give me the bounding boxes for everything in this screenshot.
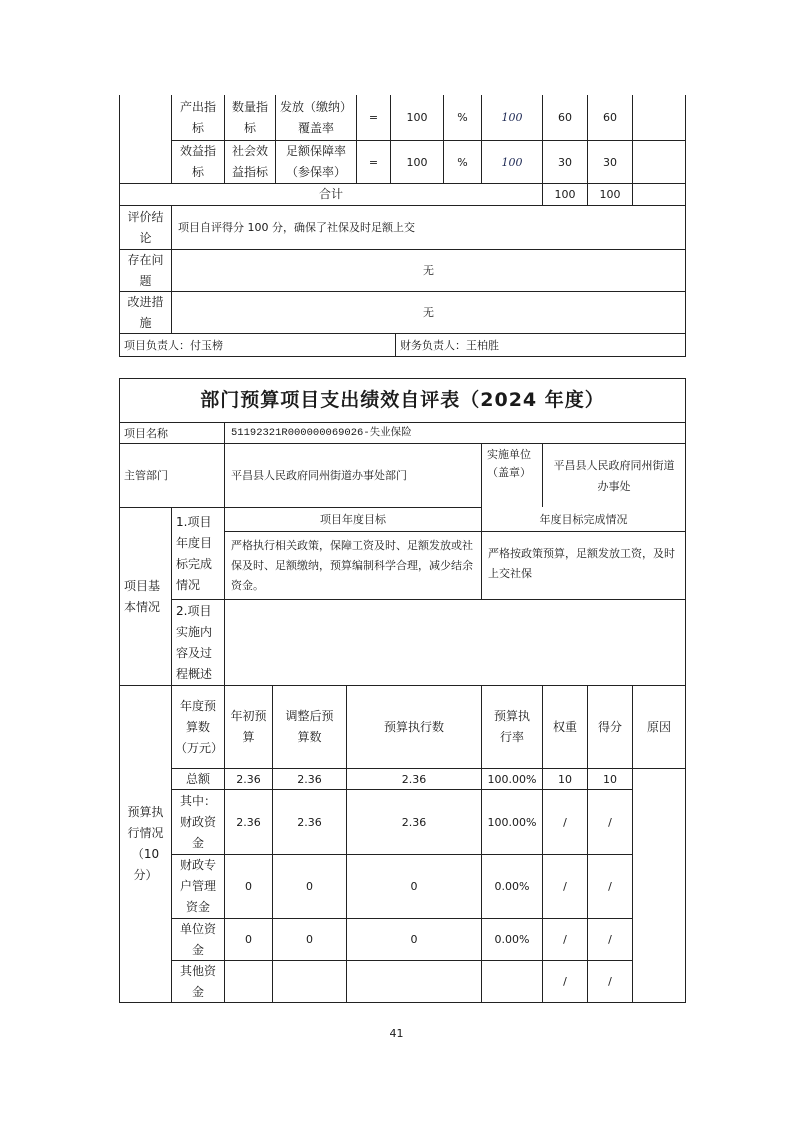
budget-weight: / bbox=[542, 960, 588, 1003]
total-score: 100 bbox=[587, 183, 633, 206]
impl-unit-label: 实施单位（盖章） bbox=[481, 443, 543, 508]
basic-info-label: 项目基本情况 bbox=[119, 507, 172, 686]
budget-header: 预算执行率 bbox=[481, 685, 543, 769]
indicator-score: 60 bbox=[587, 95, 633, 141]
impl-label: 2.项目实施内容及过程概述 bbox=[171, 599, 225, 686]
budget-score: / bbox=[587, 789, 633, 855]
budget-adjusted: 0 bbox=[272, 918, 347, 961]
budget-row-label: 总额 bbox=[171, 768, 225, 790]
budget-initial: 2.36 bbox=[224, 768, 273, 790]
budget-rate: 100.00% bbox=[481, 789, 543, 855]
budget-adjusted: 0 bbox=[272, 854, 347, 919]
improvements-value: 无 bbox=[171, 291, 686, 334]
budget-reason bbox=[632, 768, 686, 1003]
total-reason bbox=[632, 183, 686, 206]
goal-label: 1.项目年度目标完成情况 bbox=[171, 507, 225, 600]
budget-label: 预算执行情况（10分） bbox=[119, 685, 172, 1003]
finance-lead: 财务负责人：王柏胜 bbox=[395, 333, 686, 357]
indicator-score: 30 bbox=[587, 140, 633, 184]
project-lead: 项目负责人：付玉榜 bbox=[119, 333, 396, 357]
completion-header: 年度目标完成情况 bbox=[481, 507, 686, 532]
budget-header: 权重 bbox=[542, 685, 588, 769]
budget-adjusted: 2.36 bbox=[272, 768, 347, 790]
impl-unit-value: 平昌县人民政府同州街道办事处 bbox=[542, 443, 686, 508]
indicator-actual: 100 bbox=[481, 95, 543, 141]
indicator-level1: 效益指标 bbox=[171, 140, 225, 184]
budget-executed bbox=[346, 960, 482, 1003]
conclusion-label: 评价结论 bbox=[119, 205, 172, 250]
budget-row-label: 财政专户管理资金 bbox=[171, 854, 225, 919]
budget-score: / bbox=[587, 960, 633, 1003]
indicator-unit: % bbox=[443, 95, 482, 141]
goal-text: 严格执行相关政策，保障工资及时、足额发放或社保及时、足额缴纳，预算编制科学合理，减少结余资金。 bbox=[224, 531, 482, 600]
project-name-value: 51192321R000000069026-失业保险 bbox=[224, 422, 686, 444]
budget-weight: 10 bbox=[542, 768, 588, 790]
budget-header: 原因 bbox=[632, 685, 686, 769]
problems-label: 存在问题 bbox=[119, 249, 172, 292]
total-weight: 100 bbox=[542, 183, 588, 206]
budget-weight: / bbox=[542, 789, 588, 855]
budget-header: 年度预算数（万元） bbox=[171, 685, 225, 769]
indicator-unit: % bbox=[443, 140, 482, 184]
indicator-reason bbox=[632, 95, 686, 141]
indicator-level3: 发放（缴纳）覆盖率 bbox=[275, 95, 357, 141]
indicator-category-cell bbox=[119, 95, 172, 184]
indicator-operator: = bbox=[356, 95, 391, 141]
problems-value: 无 bbox=[171, 249, 686, 292]
conclusion-value: 项目自评得分 100 分，确保了社保及时足额上交 bbox=[171, 205, 686, 250]
budget-initial: 0 bbox=[224, 918, 273, 961]
budget-executed: 0 bbox=[346, 854, 482, 919]
impl-text bbox=[224, 599, 686, 686]
budget-header: 调整后预算数 bbox=[272, 685, 347, 769]
table-title: 部门预算项目支出绩效自评表（2024 年度） bbox=[119, 378, 686, 423]
indicator-reason bbox=[632, 140, 686, 184]
budget-rate: 100.00% bbox=[481, 768, 543, 790]
budget-score: / bbox=[587, 854, 633, 919]
indicator-level1: 产出指标 bbox=[171, 95, 225, 141]
budget-header: 预算执行数 bbox=[346, 685, 482, 769]
indicator-level3: 足额保障率（参保率） bbox=[275, 140, 357, 184]
total-label: 合计 bbox=[119, 183, 543, 206]
dept-label: 主管部门 bbox=[119, 443, 225, 508]
budget-initial: 2.36 bbox=[224, 789, 273, 855]
completion-text: 严格按政策预算，足额发放工资，及时上交社保 bbox=[481, 531, 686, 600]
budget-header: 得分 bbox=[587, 685, 633, 769]
indicator-level2: 社会效益指标 bbox=[224, 140, 276, 184]
indicator-weight: 30 bbox=[542, 140, 588, 184]
budget-rate: 0.00% bbox=[481, 918, 543, 961]
budget-executed: 0 bbox=[346, 918, 482, 961]
indicator-actual: 100 bbox=[481, 140, 543, 184]
indicator-weight: 60 bbox=[542, 95, 588, 141]
budget-row-label: 其中：财政资金 bbox=[171, 789, 225, 855]
budget-header: 年初预算 bbox=[224, 685, 273, 769]
budget-row-label: 单位资金 bbox=[171, 918, 225, 961]
budget-rate: 0.00% bbox=[481, 854, 543, 919]
budget-executed: 2.36 bbox=[346, 768, 482, 790]
indicator-level2: 数量指标 bbox=[224, 95, 276, 141]
budget-score: / bbox=[587, 918, 633, 961]
budget-adjusted bbox=[272, 960, 347, 1003]
budget-adjusted: 2.36 bbox=[272, 789, 347, 855]
budget-rate bbox=[481, 960, 543, 1003]
budget-score: 10 bbox=[587, 768, 633, 790]
budget-initial: 0 bbox=[224, 854, 273, 919]
indicator-operator: = bbox=[356, 140, 391, 184]
goal-header: 项目年度目标 bbox=[224, 507, 482, 532]
page-number: 41 bbox=[389, 1027, 404, 1040]
budget-weight: / bbox=[542, 918, 588, 961]
indicator-target: 100 bbox=[390, 95, 444, 141]
project-name-label: 项目名称 bbox=[119, 422, 225, 444]
dept-value: 平昌县人民政府同州街道办事处部门 bbox=[224, 443, 482, 508]
budget-row-label: 其他资金 bbox=[171, 960, 225, 1003]
budget-weight: / bbox=[542, 854, 588, 919]
improvements-label: 改进措施 bbox=[119, 291, 172, 334]
budget-executed: 2.36 bbox=[346, 789, 482, 855]
indicator-target: 100 bbox=[390, 140, 444, 184]
budget-initial bbox=[224, 960, 273, 1003]
